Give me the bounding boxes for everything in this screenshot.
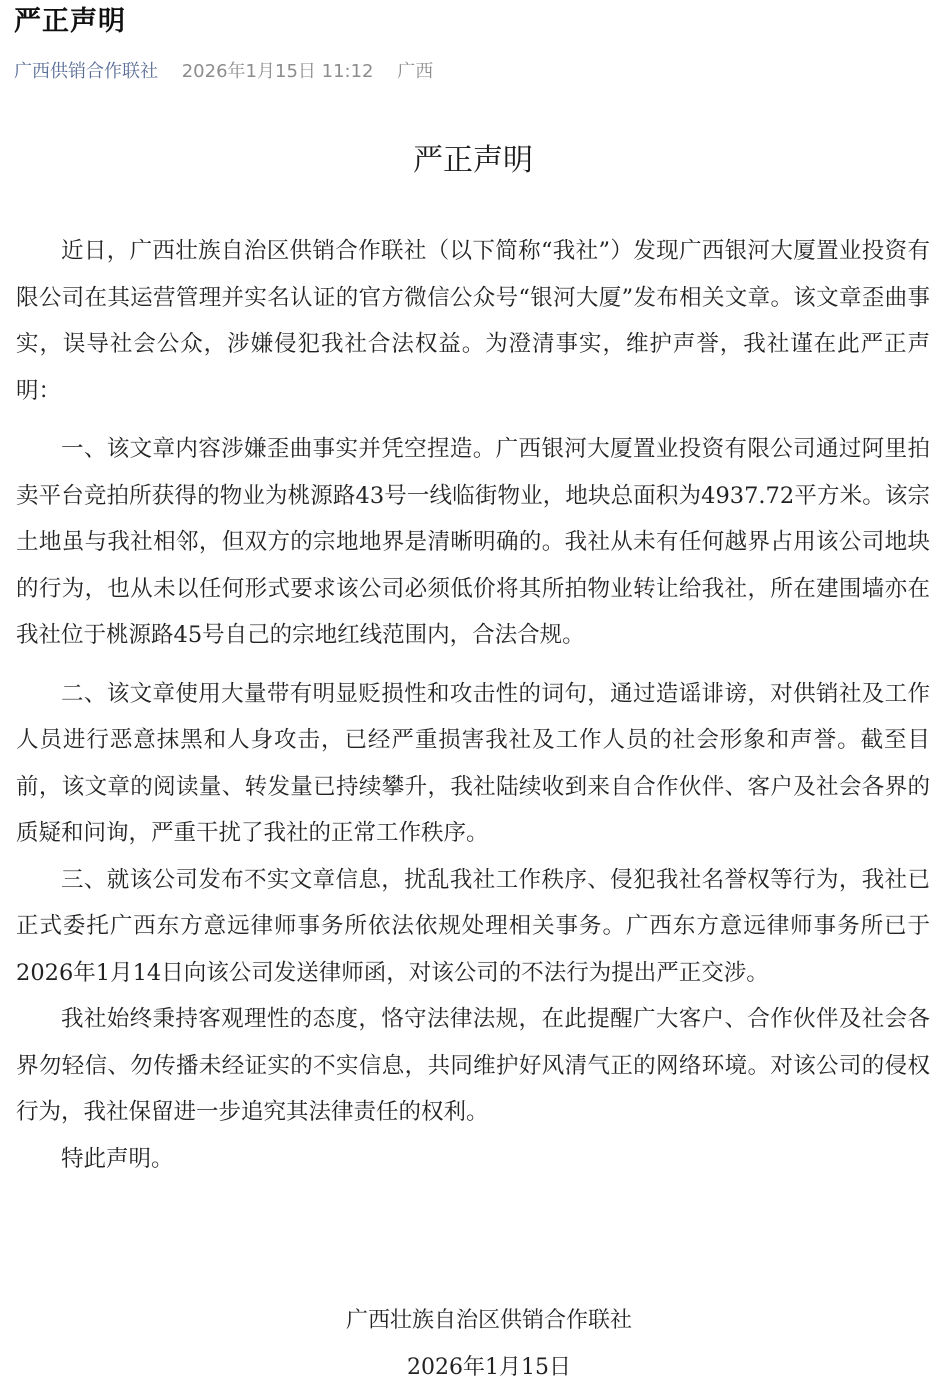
signature-organization: 广西壮族自治区供销合作联社	[345, 1308, 632, 1333]
publish-time: 2026年1月15日 11:12	[181, 61, 374, 82]
document-title: 严正声明	[413, 143, 533, 178]
paragraph-closing: 我社始终秉持客观理性的态度，恪守法律法规，在此提醒广大客户、合作伙伴及社会各界勿轻信、勿传播未经证实的不实信息，共同维护好风清气正的网络环境。对该公司的侵权行为，我社保留进一步追究其法律责任的权利。	[16, 1006, 930, 1125]
paragraph-point-three: 三、就该公司发布不实文章信息，扰乱我社工作秩序、侵犯我社名誉权等行为，我社已正式委托广西东方意远律师事务所依法依规处理相关事务。广西东方意远律师事务所已于2026年1月14日向该公司发送律师函，对该公司的不法行为提出严正交涉。	[16, 866, 930, 986]
paragraph-point-two: 二、该文章使用大量带有明显贬损性和攻击性的词句，通过造谣诽谤，对供销社及工作人员进行恶意抹黑和人身攻击，已经严重损害我社及工作人员的社会形象和声誉。截至目前，该文章的阅读量、转发量已持续攀升，我社陆续收到来自合作伙伴、客户及社会各界的质疑和问询，严重干扰了我社的正常工作秩序。	[16, 680, 930, 846]
publish-location: 广西	[397, 61, 434, 82]
paragraph-declaration: 特此声明。	[61, 1145, 174, 1172]
article-meta	[14, 59, 934, 85]
account-name-link[interactable]: 广西供销合作联社	[14, 61, 158, 82]
paragraph-intro: 近日，广西壮族自治区供销合作联社（以下简称“我社”）发现广西银河大厦置业投资有限公司在其运营管理并实名认证的官方微信公众号“银河大厦”发布相关文章。该文章歪曲事实，误导社会公众，涉嫌侵犯我社合法权益。为澄清事实，维护声誉，我社谨在此严正声明：	[16, 238, 930, 404]
article-body	[16, 138, 930, 1182]
signature-date: 2026年1月15日	[407, 1355, 571, 1380]
article-header	[14, 0, 934, 85]
article-headline: 严正声明	[14, 6, 126, 37]
paragraph-point-one: 一、该文章内容涉嫌歪曲事实并凭空捏造。广西银河大厦置业投资有限公司通过阿里拍卖平台竞拍所获得的物业为桃源路43号一线临街物业，地块总面积为4937.72平方米。该宗土地虽与我社相邻，但双方的宗地地界是清晰明确的。我社从未有任何越界占用该公司地块的行为，也从未以任何形式要求该公司必须低价将其所拍物业转让给我社，所在建围墙亦在我社位于桃源路45号自己的宗地红线范围内，合法合规。	[16, 436, 930, 648]
